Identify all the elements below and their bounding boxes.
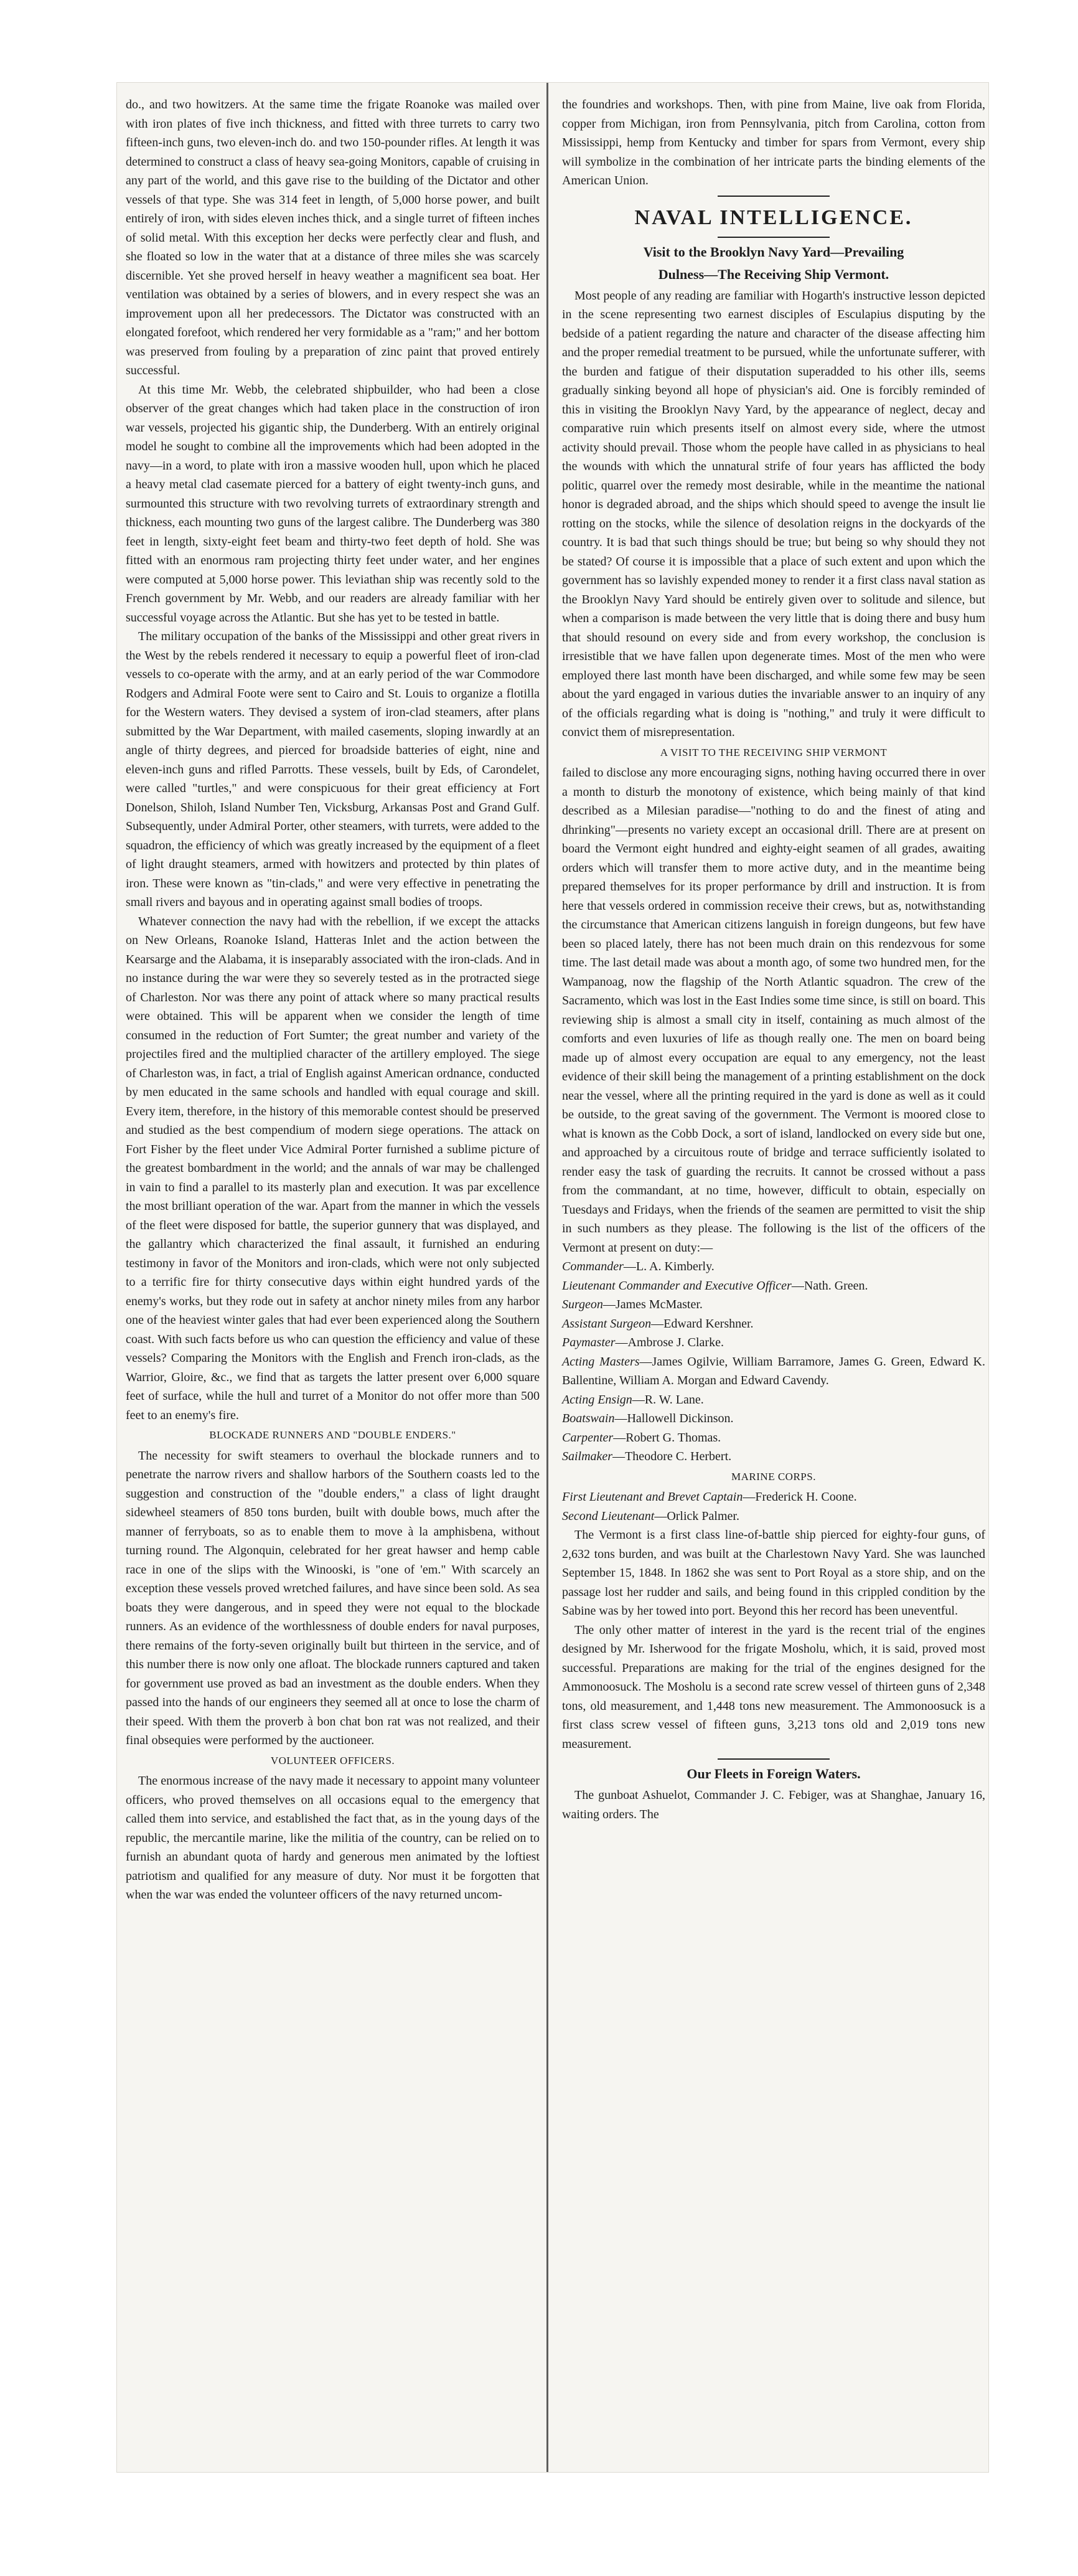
section-rule	[718, 237, 830, 238]
article-paragraph: The Vermont is a first class line-of-battle ship pierced for eighty-four guns, of 2,632 tons burden, and was built at the Charlestown Navy Yard. She was launched September 15, 1848. In 1862 she was sent to Port Royal as a store ship, and on the passage lost her rudder and sails, and being found in this crippled condition by the Sabine was by her towed into port. Beyond this her record has been uneventful.	[562, 1528, 985, 1618]
article-paragraph: the foundries and workshops. Then, with pine from Maine, live oak from Florida, copper from Michigan, iron from Pennsylvania, pitch from Carolina, cotton from Mississippi, hemp from Kentucky and timber for spars from Vermont, every ship will symbolize in the combination of her intricate parts the binding elements of the American Union.	[562, 98, 985, 187]
article-paragraph: The enormous increase of the navy made it necessary to appoint many volunteer officers, who proved themselves on all occasions equal to the emergency that called them into service, and established the fact that, as in the young days of the republic, the mercantile marine, like the militia of the country, can be relied on to furnish an abundant quota of hardy and generous men animated by the loftiest patriotism and qualified for any measure of duty. Nor must it be forgotten that when the war was ended the volunteer officers of the navy returned uncom-	[126, 1774, 540, 1902]
right-column	[556, 95, 988, 2460]
officer-entry: Lieutenant Commander and Executive Officer—Nath. Green.	[562, 1278, 868, 1293]
article-paragraph: Whatever connection the navy had with the rebellion, if we except the attacks on New Orleans, Roanoke Island, Hatteras Inlet and the action between the Kearsarge and the Alabama, it is inseparably associated with the iron-clads. And in no instance during the war were they so severely tested as in the protracted siege of Charleston. Nor was there any point of attack where so many practical results were obtained. This will be apparent when we consider the length of time consumed in the reduction of Fort Sumter; the great number and variety of the projectiles fired and the multiplied character of the artillery employed. The siege of Charleston was, in fact, a trial of English against American ordnance, conducted by men educated in the same schools and handled with equal courage and skill. Every item, therefore, in the history of this memorable contest should be preserved and studied as the best compendium of modern siege operations. The attack on Fort Fisher by the fleet under Vice Admiral Porter furnished a sublime picture of the greatest bombardment in the world; and the annals of war may be challenged in vain to find a parallel to its masterly plan and execution. It was par excellence the most brilliant operation of the war. Apart from the manner in which the vessels of the fleet were disposed for battle, the superior gunnery that was displayed, and the gallantry which characterized the final assault, it furnished an enduring testimony in favor of the Monitors and iron-clads, which were not only subjected to a terrific fire for thirty consecutive days within eight hundred yards of the enemy's works, but they rode out in safety at anchor ninety miles from any harbor one of the heaviest winter gales that had ever been experienced along the Southern coast. With such facts before us who can question the efficiency and value of these vessels? Comparing the Monitors with the English and French iron-clads, as the Warrior, Gloire, &c., we find that as targets the latter present over 6,000 square feet of surface, while the hull and turret of a Monitor do not offer more than 500 feet to an enemy's fire.	[126, 914, 540, 1422]
section-rule	[718, 196, 830, 197]
officer-entry: Second Lieutenant—Orlick Palmer.	[562, 1509, 739, 1523]
article-headline-line-2: Dulness—The Receiving Ship Vermont.	[658, 266, 889, 282]
section-rule	[718, 1758, 830, 1760]
officer-entry: Boatswain—Hallowell Dickinson.	[562, 1412, 734, 1425]
left-column	[117, 95, 546, 2460]
article-paragraph: The military occupation of the banks of the Mississippi and other great rivers in the West by the rebels rendered it necessary to equip a powerful fleet of iron-clad vessels to co-operate with the army, and at an early period of the war Commodore Rodgers and Admiral Foote were sent to Cairo and St. Louis to organize a flotilla for the Western waters. They devised a system of iron-clad steamers, after plans submitted by the War Department, with mailed casements, sloping inwardly at an angle of thirty degrees, and pierced for broadside batteries of eight, nine and eleven-inch guns and rifled Parrotts. These vessels, built by Eds, of Carondelet, were called "turtles," and were conspicuous for their great efficiency at Fort Donelson, Shiloh, Island Number Ten, Vicksburg, Arkansas Post and Grand Gulf. Subsequently, under Admiral Porter, other steamers, with turrets, were added to the squadron, the efficiency of which was greatly increased by the equipment of a fleet of light draught steamers, armed with howitzers and protected by thin plates of iron. These were known as "tin-clads," and were very effective in penetrating the small rivers and bayous and in operating against small bodies of troops.	[126, 630, 540, 909]
article-paragraph: do., and two howitzers. At the same time the frigate Roanoke was mailed over with iron plates of five inch thickness, and fitted with three turrets to carry two fifteen-inch guns, two eleven-inch do. and two 150-pounder rifles. At length it was determined to construct a class of heavy sea-going Monitors, capable of cruising in any part of the world, and this gave rise to the building of the Dictator and other vessels of that type. She was 314 feet in length, of 5,000 horse power, and built entirely of iron, with sides eleven inches thick, and a single turret of fifteen inches of solid metal. With this exception her decks were perfectly clear and flush, and she floated so low in the water that at a distance of three miles she was scarcely discernible. Yet she proved herself in heavy weather a magnificent sea boat. Her ventilation was obtained by a series of blowers, and in every respect she was an improvement upon all her predecessors. The Dictator was constructed with an elongated forefoot, which rendered her very formidable as a "ram;" and her bottom was preserved from fouling by a preparation of zinc paint that proved entirely successful.	[126, 98, 540, 377]
article-headline-line-1: Visit to the Brooklyn Navy Yard—Prevailing	[643, 243, 904, 260]
column-divider	[546, 83, 548, 2472]
officer-entry: Acting Masters—James Ogilvie, William Barramore, James G. Green, Edward K. Ballentine, William A. Morgan and Edward Cavendy.	[562, 1354, 985, 1387]
section-subhead-receiving-ship: A VISIT TO THE RECEIVING SHIP VERMONT	[660, 746, 888, 758]
article-paragraph: The necessity for swift steamers to overhaul the blockade runners and to penetrate the narrow rivers and shallow harbors of the Southern coasts led to the suggestion and construction of the "double enders," a class of light draught sidewheel steamers of 850 tons burden, built with double bows, much after the manner of ferryboats, so as to enable them to move à la amphisbena, without turning round. The Algonquin, celebrated for her great hawser and hemp cable race in one of the slips with the Winooski, is "one of 'em." With scarcely an exception these vessels proved wretched failures, and have since been sold. As sea boats they were dangerous, and in speed they were not equal to the blockade runners. As an evidence of the worthlessness of double enders for naval purposes, there remains of the forty-seven originally built but thirteen in the service, and of this number there is now only one afloat. The blockade runners captured and taken for government use proved as bad an investment as the double enders. When they passed into the hands of our engineers they seemed all at once to lose the charm of their speed. With them the proverb à bon chat bon rat was not realized, and their final obsequies were performed by the auctioneer.	[126, 1448, 540, 1747]
section-subhead-volunteer: VOLUNTEER OFFICERS.	[270, 1754, 395, 1767]
article-paragraph: failed to disclose any more encouraging signs, nothing having occurred there in over a month to disturb the monotony of existence, which being mainly of that kind described as a Milesian paradise—"nothing to do and the finest of ating and dhrinking"—presents no variety except an occasional drill. There are at present on board the Vermont eight hundred and eighty-eight seamen of all grades, awaiting orders which will transfer them to more active duty, and in the meantime being prepared themselves for its proper performance by drill and instruction. It is from here that vessels ordered in commission receive their crews, but as, notwithstanding the circumstance that American citizens languish in foreign dungeons, but few have been so placed lately, there has not been much drain on this rendezvous for some time. The last detail made was about a month ago, of some two hundred men, for the Wampanoag, now the flagship of the North Atlantic squadron. The crew of the Sacramento, which was lost in the East Indies some time since, is still on board. This reviewing ship is almost a small city in itself, containing as much almost of the comforts and even luxuries of life as though really one. The men on board being made up of almost every occupation are equal to any emergency, not the least evidence of their skill being the management of a printing establishment on the dock near the vessel, where all the printing required in the yard is done as well as it could be outside, to the great saving of the government. The Vermont is moored close to what is known as the Cobb Dock, a sort of island, landlocked on every side but one, and approached by a circuitous route of bridge and terrace sufficiently isolated to render easy the task of guarding the recruits. It cannot be crossed without a pass from the commandant, at no time, however, difficult to obtain, especially on Tuesdays and Fridays, when the friends of the seamen are permitted to visit the ship in such numbers as they please. The following is the list of the officers of the Vermont at present on duty:—	[562, 766, 985, 1255]
officer-entry: Sailmaker—Theodore C. Herbert.	[562, 1450, 732, 1463]
officer-entry: Assistant Surgeon—Edward Kershner.	[562, 1316, 754, 1331]
officer-list	[562, 1257, 985, 1526]
section-subhead-blockade: BLOCKADE RUNNERS AND "DOUBLE ENDERS."	[209, 1429, 456, 1441]
newspaper-clipping	[117, 83, 988, 2472]
article-paragraph: The only other matter of interest in the yard is the recent trial of the engines designed by Mr. Isherwood for the frigate Mosholu, which, it is said, proved most successful. Preparations are making for the trial of the engines designed for the Ammonoosuck. The Mosholu is a second rate screw vessel of thirteen guns of 2,348 tons, old measurement, and 1,448 tons new measurement. The Ammonoosuck is a first class screw vessel of fifteen guns, 3,213 tons old and 2,019 tons new measurement.	[562, 1623, 985, 1751]
section-headline: NAVAL INTELLIGENCE.	[634, 205, 913, 229]
officer-entry: Paymaster—Ambrose J. Clarke.	[562, 1336, 724, 1349]
article-paragraph: At this time Mr. Webb, the celebrated shipbuilder, who had been a close observer of the great changes which had taken place in the construction of iron war vessels, projected his gigantic ship, the Dunderberg. With an entirely original model he sought to combine all the improvements which had been adopted in the navy—in a word, to plate with iron a massive wooden hull, upon which he placed a heavy metal clad casemate pierced for a battery of eight twenty-inch guns, and surmounted this structure with two revolving turrets of extraordinary strength and thickness, each mounting two guns of the largest calibre. The Dunderberg was 380 feet in length, sixty-eight feet beam and thirty-two feet depth of hold. She was fitted with an enormous ram projecting thirty feet under water, and her engines were computed at 5,000 horse power. This leviathan ship was recently sold to the French government by Mr. Webb, and our readers are already familiar with her successful voyage across the Atlantic. But she has yet to be tested in battle.	[126, 382, 540, 625]
officer-entry: Surgeon—James McMaster.	[562, 1298, 703, 1311]
section-subhead-marine-corps: MARINE CORPS.	[731, 1470, 816, 1483]
article-paragraph: The gunboat Ashuelot, Commander J. C. Febiger, was at Shanghae, January 16, waiting orders. The	[562, 1788, 985, 1821]
officer-entry: First Lieutenant and Brevet Captain—Frederick H. Coone.	[562, 1490, 857, 1504]
article-paragraph: Most people of any reading are familiar with Hogarth's instructive lesson depicted in the scene representing two earnest disciples of Esculapius disputing by the bedside of a patient regarding the nature and character of the disease affecting him and the proper remedial treatment to be pursued, while the unfortunate sufferer, with the burden and fatigue of their disputation superadded to his other ills, seems gradually sinking beyond all hope of physician's aid. One is forcibly reminded of this in visiting the Brooklyn Navy Yard, by the appearance of neglect, decay and comparative ruin which presents itself on almost every side, where the utmost activity should prevail. Those whom the people have called in as physicians to heal the wounds with which the unnatural strife of four years has afflicted the body politic, quarrel over the remedy most desirable, while in the meantime the national honor is degraded abroad, and the ships which should speed to avenge the insult lie rotting on the stocks, while the silence of desolation reigns in the dockyards of the country. It is bad that such things should be true; but being so why should they not be stated? Of course it is impossible that a place of such extent and upon which the government has so lavishly expended money to render it a first class naval station as the Brooklyn Navy Yard should be entirely given over to solitude and silence, but when a comparison is made between the very little that is doing there and busy hum that should resound on every side and from every workshop, the conclusion is irresistible that we have fallen upon degenerate times. Most of the men who were employed there last month have been discharged, and while some few may be seen about the yard engaged in various duties the invariable answer to an inquiry of any of the officials regarding what is doing is "nothing," and truly it were difficult to convict them of misrepresentation.	[562, 288, 985, 739]
officer-entry: Carpenter—Robert G. Thomas.	[562, 1430, 721, 1445]
officer-entry: Commander—L. A. Kimberly.	[562, 1260, 715, 1273]
article-headline-fleets: Our Fleets in Foreign Waters.	[687, 1766, 861, 1781]
officer-entry: Acting Ensign—R. W. Lane.	[562, 1392, 704, 1407]
